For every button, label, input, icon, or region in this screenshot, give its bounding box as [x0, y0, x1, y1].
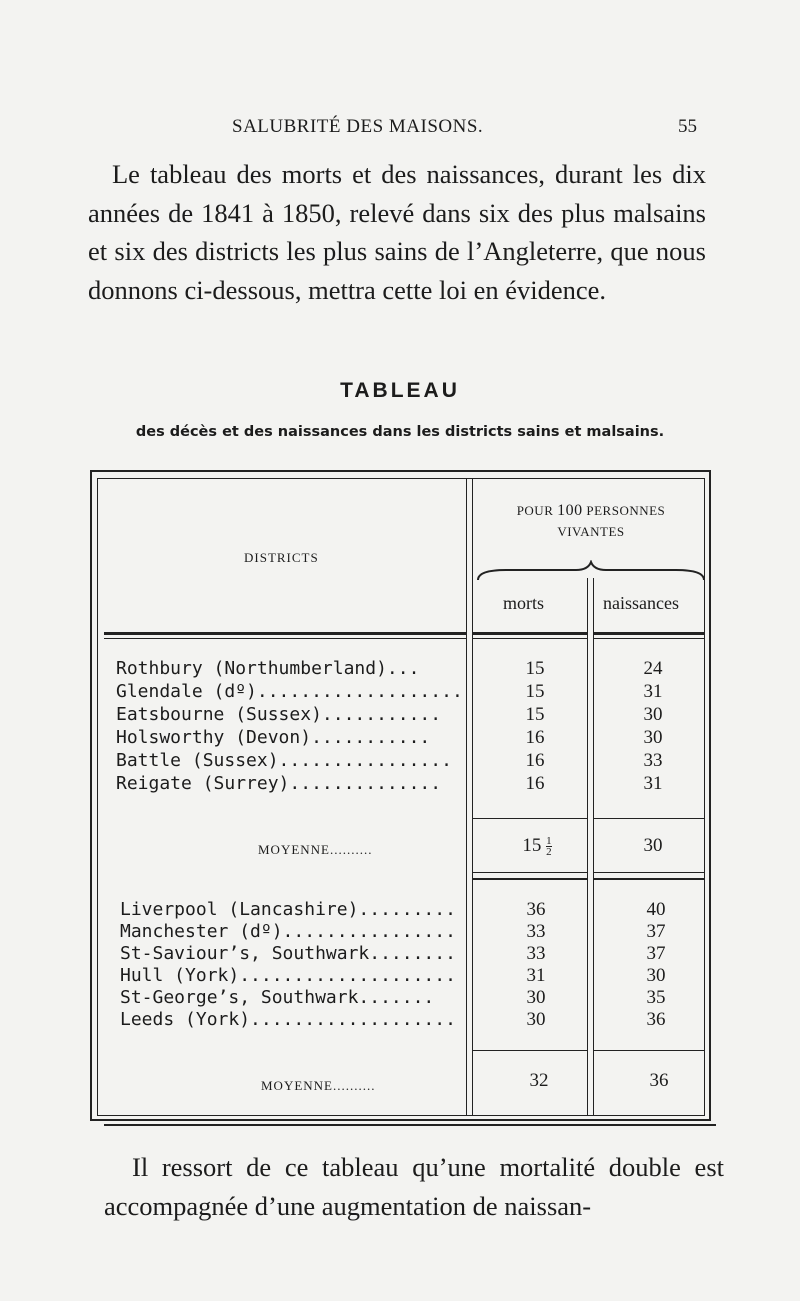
table-row: [0, 773, 800, 796]
naissances-value: 31: [643, 681, 663, 702]
morts-value: 30: [526, 1009, 546, 1030]
naissances-value: 24: [643, 658, 663, 679]
morts-value: 16: [525, 750, 545, 771]
group-header-pour: POUR: [516, 503, 554, 518]
naissances-value: 30: [643, 704, 663, 725]
curly-brace-icon: [476, 560, 706, 584]
section-rule: [594, 818, 704, 819]
naissances-value: 30: [646, 965, 666, 986]
table-title: TABLEAU: [340, 379, 460, 402]
district-name: Eatsbourne (Sussex)...........: [116, 704, 442, 725]
group-header-number: 100: [557, 502, 583, 519]
fraction-denominator: 2: [546, 846, 552, 859]
table-row: [0, 1009, 800, 1032]
naissances-value: 37: [646, 921, 666, 942]
naissances-value: 35: [646, 987, 666, 1008]
col-header-districts: DISTRICTS: [244, 550, 319, 565]
moyenne-naissances-value: 30: [643, 835, 663, 856]
morts-value: 33: [526, 921, 546, 942]
district-name: Hull (York)....................: [120, 965, 456, 986]
naissances-value: 37: [646, 943, 666, 964]
moyenne-label: MOYENNE..........: [261, 1078, 376, 1093]
moyenne-label: MOYENNE..........: [258, 842, 373, 857]
naissances-value: 33: [643, 750, 663, 771]
morts-value: 30: [526, 987, 546, 1008]
morts-value: 16: [525, 773, 545, 794]
group-header-vivantes: VIVANTES: [557, 524, 625, 539]
group-header-personnes: PERSONNES: [586, 503, 666, 518]
morts-value: 33: [526, 943, 546, 964]
table-row: [0, 681, 800, 704]
naissances-value: 36: [646, 1009, 666, 1030]
morts-value: 36: [526, 899, 546, 920]
page-header: [0, 116, 800, 142]
closing-paragraph: Il ressort de ce tableau qu’une mortalité double est accompagnée d’une augmentation de naissan-: [104, 1152, 724, 1221]
morts-value: 15: [525, 658, 545, 679]
district-name: Manchester (dº)................: [120, 921, 456, 942]
header-rule: [104, 638, 467, 639]
moyenne-morts-value: [512, 835, 562, 857]
district-name: Reigate (Surrey)..............: [116, 773, 442, 794]
naissances-value: 40: [646, 899, 666, 920]
district-name: St-George’s, Southwark.......: [120, 987, 435, 1008]
district-name: Holsworthy (Devon)...........: [116, 727, 431, 748]
district-name: Liverpool (Lancashire).........: [120, 899, 456, 920]
section-rule: [473, 1050, 587, 1051]
section-rule: [594, 872, 704, 873]
page-number: 55: [678, 116, 697, 137]
col-header-naissances: naissances: [603, 593, 679, 613]
section-rule: [594, 878, 704, 880]
header-rule: [473, 632, 587, 635]
section-rule: [473, 872, 587, 873]
table-row: [0, 943, 800, 966]
intro-paragraph: Le tableau des morts et des naissances, durant les dix années de 1841 à 1850, relevé dans six des plus malsains et six des districts les plus sains de l’Angleterre, que nous donnons ci-dessous, mettra cette loi en évidence.: [88, 159, 706, 305]
section-rule: [473, 878, 587, 880]
table-row: [0, 987, 800, 1010]
header-rule: [594, 638, 704, 639]
header-rule: [594, 632, 704, 635]
district-name: Leeds (York)...................: [120, 1009, 456, 1030]
naissances-value: 30: [643, 727, 663, 748]
morts-value: 15: [525, 704, 545, 725]
naissances-value: 31: [643, 773, 663, 794]
table-bottom-rule: [104, 1124, 716, 1126]
fraction-numerator: 1: [546, 835, 552, 848]
morts-value: 15: [525, 681, 545, 702]
table-row: [0, 750, 800, 773]
col-group-header: [474, 500, 708, 542]
morts-value: 31: [526, 965, 546, 986]
col-header-morts: morts: [503, 593, 545, 613]
section-rule: [473, 818, 587, 819]
moyenne-morts-value: 32: [529, 1070, 549, 1091]
table-subtitle: des décès et des naissances dans les districts sains et malsains.: [135, 424, 665, 440]
section-rule: [594, 1050, 704, 1051]
table-row: [0, 965, 800, 988]
moyenne-morts-whole: 15: [522, 835, 542, 856]
table-row: [0, 727, 800, 750]
morts-value: 16: [525, 727, 545, 748]
moyenne-naissances-value: 36: [649, 1070, 669, 1091]
moyenne-morts-fraction: [546, 836, 552, 857]
district-name: St-Saviour’s, Southwark........: [120, 943, 456, 964]
district-name: Rothbury (Northumberland)...: [116, 658, 420, 679]
table-row: [0, 921, 800, 944]
table-row: [0, 658, 800, 681]
table-row: [0, 899, 800, 922]
header-rule: [104, 632, 467, 635]
table-row: [0, 704, 800, 727]
header-rule: [473, 638, 587, 639]
district-name: Battle (Sussex)................: [116, 750, 452, 771]
running-head: SALUBRITÉ DES MAISONS.: [232, 116, 484, 137]
district-name: Glendale (dº)...................: [116, 681, 463, 702]
